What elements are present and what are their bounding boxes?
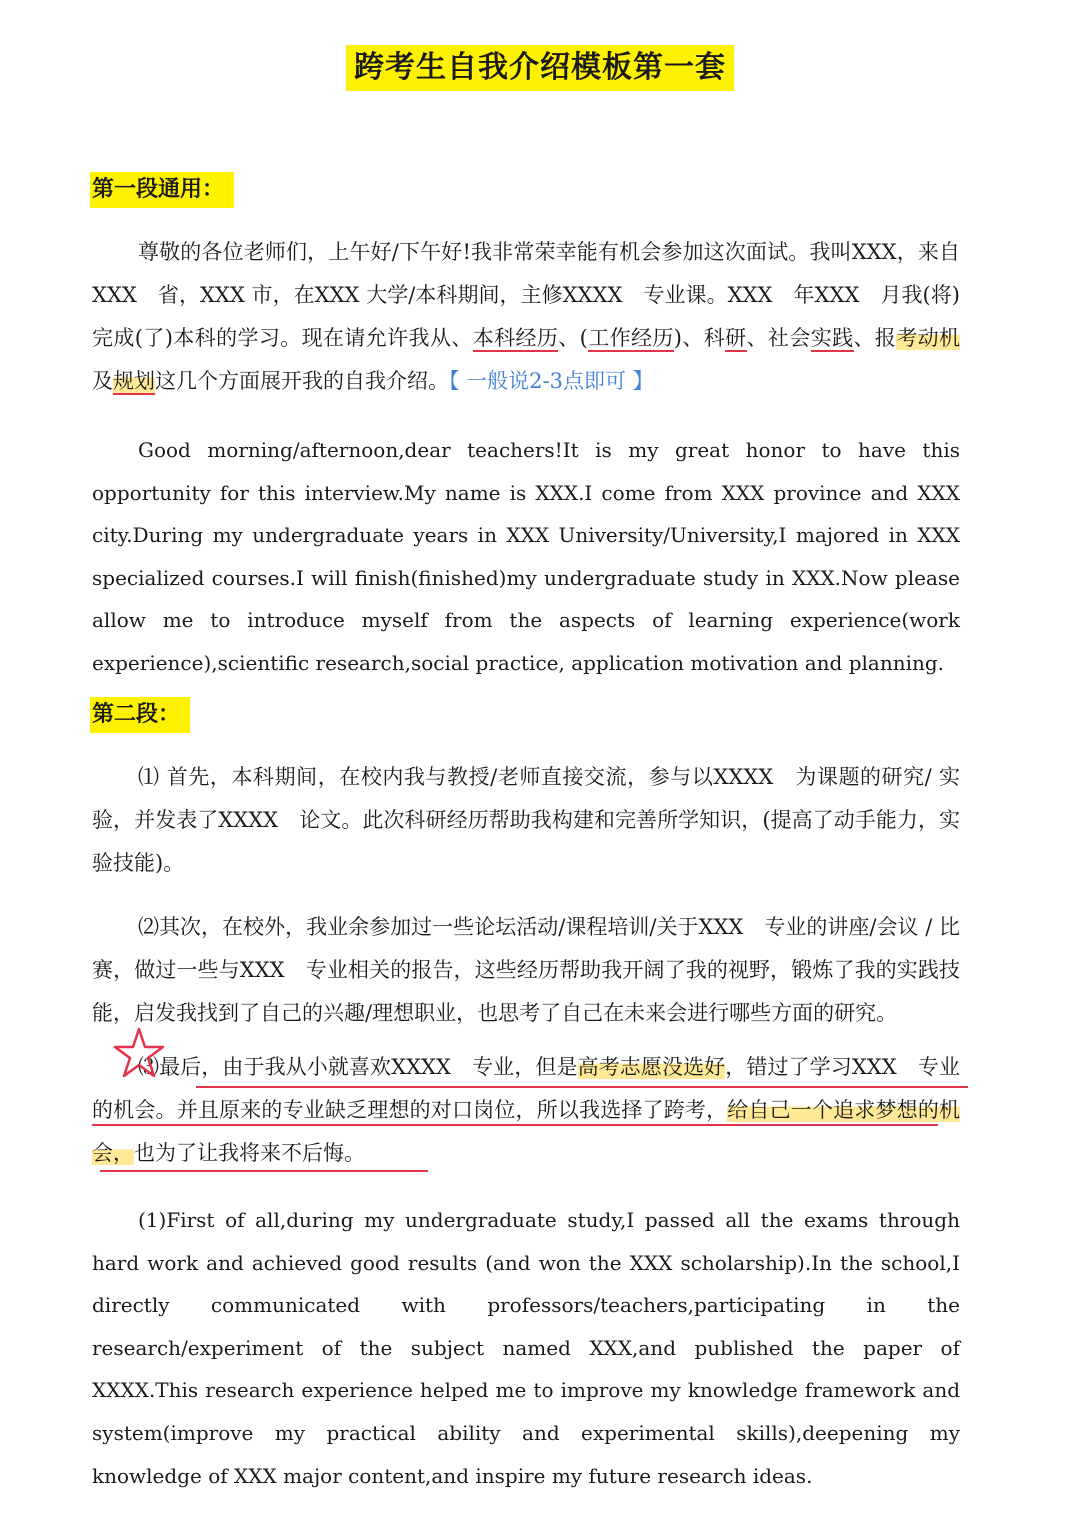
page-title: 跨考生自我介绍模板第一套 (346, 45, 734, 91)
highlighted-phrase: 给自己一个追求梦想的机会， (92, 1098, 960, 1165)
note-text: 【 一般说2-3点即可 】 (449, 369, 654, 393)
highlighted-phrase: 规划 (113, 369, 155, 393)
paragraph-en-experience: (1)First of all,during my undergraduate study,I passed all the exams through hard work and achieved good results (and won the XXX scholarship).In the school,I directly communicated with professors/teachers,participating in the research/experiment of the subject named XXX,and published the paper of XXXX.This research experience helped me to improve my knowledge framework and system(improve my practical ability and experimental skills),deepening my knowledge of XXX major content,and inspire my future research ideas. (92, 1208, 960, 1488)
star-icon (112, 1026, 166, 1080)
underlined-phrase: 研 (725, 326, 747, 350)
underlined-phrase: 实践 (810, 326, 854, 350)
text-run: 这几个方面展开我的自我介绍。 (155, 369, 449, 393)
paragraph-cn-motivation (92, 1046, 960, 1175)
paragraph-en-intro: Good morning/afternoon,dear teachers!It is my great honor to have this opportunity for this interview.My name is XXX.I come from XXX province and XXX city.During my undergraduate years in XXX University/University,I majored in XXX specialized courses.I will finish(finished)my undergraduate study in XXX.Now please allow me to introduce myself from the aspects of learning experience(work experience),scientific research,social practice, application motivation and planning. (92, 438, 960, 675)
text-run: 、社会 (746, 326, 811, 350)
text-run: )、科 (673, 326, 726, 350)
underline-mark (92, 1124, 938, 1126)
section-heading-1: 第一段通用： (90, 172, 234, 208)
underline-mark (196, 1086, 968, 1088)
text-run: 、报 (853, 326, 897, 350)
text-run: ⑶最后，由于我从小就喜欢XXXX 专业，但是 (138, 1055, 578, 1079)
text-run: 尊敬的各位老师们，上午好/下午好!我非常荣幸能有机会参加这次面试。我叫XXX，来自XXX 省，XXX 市，在XXX 大学/本科期间，主修XXXX 专业课。XXX 年XXX 月我(将) 完成(了)本科的学习。现在请允许我从、 (92, 240, 960, 350)
text-run: 及 (92, 369, 113, 393)
paragraph-cn-activities: ⑵其次，在校外，我业余参加过一些论坛活动/课程培训/关于XXX 专业的讲座/会议 / 比赛，做过一些与XXX 专业相关的报告，这些经历帮助我开阔了我的视野，锻炼了我的实践技能，启发我找到了自己的兴趣/理想职业，也思考了自己在未来会进行哪些方面的研究。 (92, 915, 960, 1025)
underline-mark (100, 1170, 428, 1172)
highlighted-phrase: 高考志愿没选好 (577, 1055, 726, 1079)
underlined-phrase: 本科经历 (472, 326, 559, 350)
text-run: 、( (558, 326, 588, 350)
underlined-phrase: 工作经历 (587, 326, 674, 350)
highlighted-phrase: 考动机 (896, 326, 961, 350)
section-heading-2: 第二段： (90, 697, 190, 733)
paragraph-cn-research: ⑴ 首先，本科期间，在校内我与教授/老师直接交流，参与以XXXX 为课题的研究/ 实验，并发表了XXXX 论文。此次科研经历帮助我构建和完善所学知识，(提高了动手能力，实验技能)。 (92, 765, 960, 875)
text-run: 也为了让我将来不后悔。 (134, 1141, 365, 1165)
title-wrap (0, 45, 1080, 91)
paragraph-cn-intro (92, 231, 960, 403)
text-run: ，错过了学习XXX 专业的机会。并且原来的专业缺乏理想的对口岗位，所以我选择了跨考， (92, 1055, 960, 1122)
